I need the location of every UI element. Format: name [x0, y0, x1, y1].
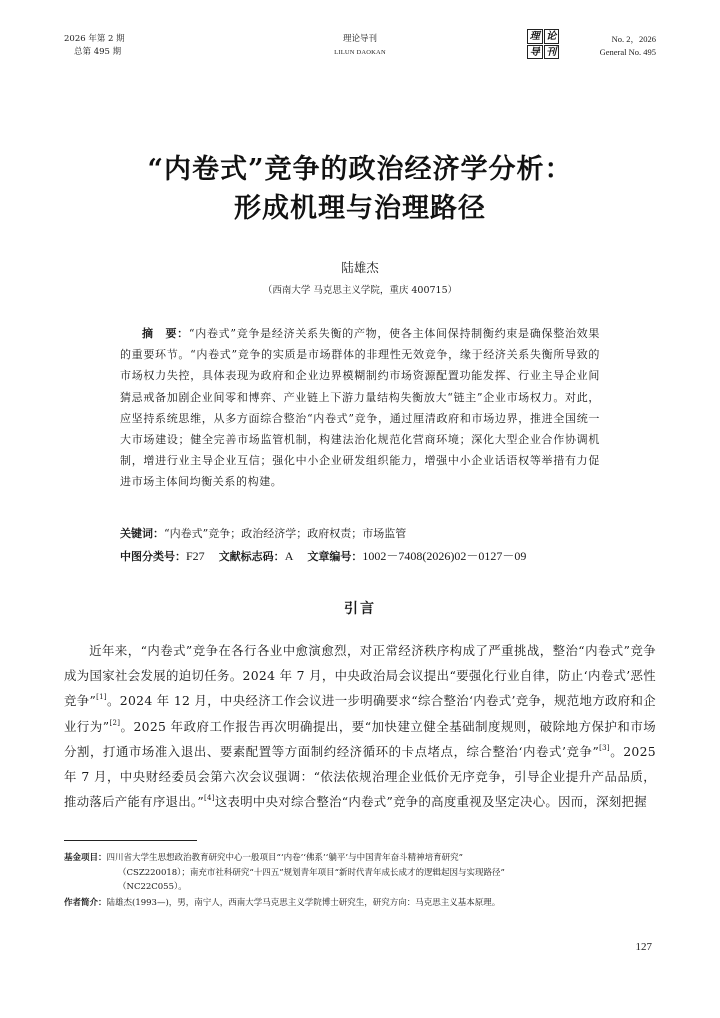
footnote-divider [64, 840, 197, 841]
body-text: 。2024 年 12 月，中央经济工作会议进一步明确要求“综合整治‘内卷式’竞争，规范地方政府和企业行为” [64, 693, 656, 734]
doc-code-value: A [284, 549, 294, 563]
section-heading: 引言 [344, 601, 376, 617]
doc-code-label: 文献标志码： [218, 550, 285, 563]
keywords-label: 关键词： [120, 527, 164, 540]
page-number: 127 [635, 941, 652, 953]
issue-year-number: 2026 年第 2 期 [64, 34, 125, 44]
clc-label: 中图分类号： [120, 550, 186, 563]
body-paragraph [64, 638, 656, 814]
title-line-2: 形成机理与治理路径 [234, 193, 486, 224]
keywords-text: “内卷式”竞争；政治经济学；政府权责；市场监管 [164, 527, 407, 540]
citation-ref[interactable]: [3] [599, 743, 610, 752]
citation-ref[interactable]: [4] [204, 794, 215, 803]
logo-char: 理 [527, 29, 543, 44]
keywords [120, 525, 640, 543]
footnote-author-bio [64, 896, 660, 911]
author-bio-text: 陆雄杰(1993—)，男，南宁人，西南大学马克思主义学院博士研究生，研究方向：马克思主义基本原理。 [106, 898, 501, 908]
abstract-label: 摘 要： [142, 327, 189, 340]
issue-total-number: 总第 495 期 [74, 47, 122, 57]
clc-value: F27 [186, 549, 205, 563]
classification-line [120, 547, 640, 566]
journal-name-cn: 理论导刊 [342, 34, 377, 44]
abstract-text: “内卷式”竞争是经济关系失衡的产物，使各主体间保持制衡约束是确保整治效果的重要环节。“内卷式”竞争的实质是市场群体的非理性无效竞争，缘于经济关系失衡所导致的市场权力失控，具体表现为政府和企业边界模糊制约市场资源配置功能发挥、行业主导企业间猜忌戒备加剧企业间零和博弈、产业链上下游力量结构失衡放大“链主”企业市场权力。对此，应坚持系统思维，从多方面综合整治“内卷式”竞争，通过厘清政府和市场边界，推进全国统一大市场建设；健全完善市场监管机制，构建法治化规范化营商环境；深化大型企业合作协调机制，增进行业主导企业互信；强化中小企业研发组织能力，增强中小企业话语权等举措有力促进市场主体间均衡关系的构建。 [120, 327, 600, 489]
issue-info-en [600, 33, 656, 59]
funding-text-2: （CSZ220018）；南充市社科研究“十四五”规划青年项目“新时代青年成长成才的逻辑起因与实现路径” [118, 867, 505, 878]
article-title [0, 150, 720, 228]
journal-name-en: LILUN DAOKAN [334, 49, 386, 56]
citation-ref[interactable]: [2] [109, 718, 121, 727]
body-text: 。2025 年 7 月，中央财经委员会第六次会议强调：“依法依规治理企业低价无序竞争，引导企业提升产品品质，推动落后产能有序退出。” [64, 743, 656, 810]
general-no-en: General No. 495 [599, 47, 656, 57]
funding-label: 基金项目： [64, 853, 107, 863]
title-line-1: “内卷式”竞争的政治经济学分析： [147, 154, 573, 185]
citation-ref[interactable]: [1] [96, 693, 107, 702]
author-affiliation: （西南大学 马克思主义学院，重庆 400715） [262, 285, 458, 296]
article-no-label: 文章编号： [307, 550, 363, 563]
funding-text-3: （NC22C055）。 [118, 882, 187, 892]
abstract [120, 323, 600, 493]
article-no-value: 1002－7408(2026)02－0127－09 [362, 549, 527, 563]
author-bio-label: 作者简介： [64, 898, 107, 908]
logo-char: 导 [527, 45, 543, 60]
author-name: 陆雄杰 [341, 260, 379, 275]
issue-no-en: No. 2，2026 [611, 34, 656, 44]
journal-logo-icon [527, 29, 559, 59]
body-text: 近年来，“内卷式”竞争在各行各业中愈演愈烈，对正常经济秩序构成了严重挑战，整治“内卷式”竞争成为国家社会发展的迫切任务。2024 年 7 月，中央政治局会议提出“要强化行业自律，防止‘内卷式’恶性竞争” [64, 643, 656, 709]
body-text: 。2025 年政府工作报告再次明确提出，要“加快建立健全基础制度规则，破除地方保护和市场分割，打通市场准入退出、要素配置等方面制约经济循环的卡点堵点，综合整治‘内卷式’竞争” [64, 718, 656, 759]
funding-text-1: 四川省大学生思想政治教育研究中心一般项目“‘内卷’‘佛系’‘躺平’与中国青年奋斗精神培育研究” [106, 853, 463, 863]
footnote-funding [64, 851, 660, 895]
logo-char: 刊 [544, 45, 560, 60]
body-text: 这表明中央对综合整治“内卷式”竞争的高度重视及坚定决心。因而，深刻把握 [214, 794, 647, 810]
logo-char: 论 [544, 29, 560, 44]
